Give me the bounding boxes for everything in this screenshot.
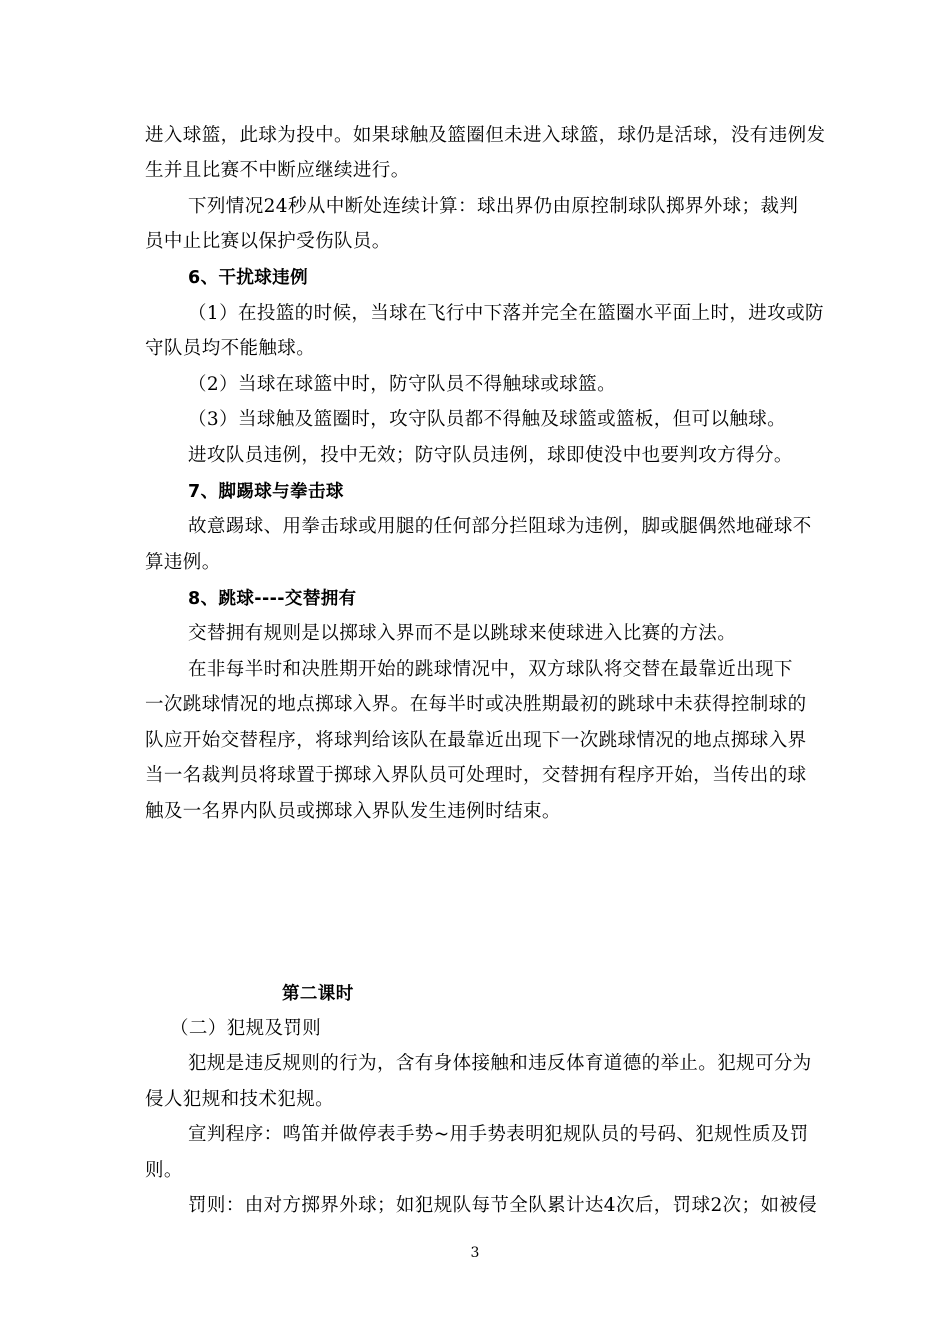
text-line: 宣判程序：鸣笛并做停表手势~用手势表明犯规队员的号码、犯规性质及罚 <box>188 1124 809 1145</box>
text-line: 一次跳球情况的地点掷球入界。在每半时或决胜期最初的跳球中未获得控制球的 <box>145 694 807 715</box>
text-line: 在非每半时和决胜期开始的跳球情况中，双方球队将交替在最靠近出现下 <box>188 659 793 680</box>
text-line: 员中止比赛以保护受伤队员。 <box>145 231 391 252</box>
text-line: 生并且比赛不中断应继续进行。 <box>145 160 410 181</box>
text-line: 则。 <box>145 1160 183 1181</box>
text-line: 故意踢球、用拳击球或用腿的任何部分拦阻球为违例，脚或腿偶然地碰球不 <box>188 516 812 537</box>
section-heading: 8、跳球----交替拥有 <box>188 589 357 609</box>
text-line: 算违例。 <box>145 552 221 573</box>
text-line: 罚则：由对方掷界外球；如犯规队每节全队累计达4次后，罚球2次；如被侵 <box>188 1195 818 1216</box>
text-line: 进攻队员违例，投中无效；防守队员违例，球即使没中也要判攻方得分。 <box>188 445 793 466</box>
section-heading: 6、干扰球违例 <box>188 268 308 288</box>
lesson-heading: 第二课时 <box>282 984 354 1004</box>
text-line: 下列情况24秒从中断处连续计算：球出界仍由原控制球队掷界外球；裁判 <box>188 196 799 217</box>
text-line: （3）当球触及篮圈时，攻守队员都不得触及球篮或篮板，但可以触球。 <box>188 409 787 430</box>
text-line: 当一名裁判员将球置于掷球入界队员可处理时，交替拥有程序开始，当传出的球 <box>145 765 807 786</box>
text-line: 守队员均不能触球。 <box>145 338 316 359</box>
page-number: 3 <box>470 1245 480 1261</box>
section-heading: 7、脚踢球与拳击球 <box>188 482 344 502</box>
text-line: 侵人犯规和技术犯规。 <box>145 1089 335 1110</box>
text-line: （二）犯规及罚则 <box>170 1018 322 1039</box>
text-line: 交替拥有规则是以掷球入界而不是以跳球来使球进入比赛的方法。 <box>188 623 737 644</box>
text-line: 队应开始交替程序，将球判给该队在最靠近出现下一次跳球情况的地点掷球入界 <box>145 730 807 751</box>
text-line: 进入球篮，此球为投中。如果球触及篮圈但未进入球篮，球仍是活球，没有违例发 <box>145 125 826 146</box>
text-line: 触及一名界内队员或掷球入界队发生违例时结束。 <box>145 801 561 822</box>
text-line: （2）当球在球篮中时，防守队员不得触球或球篮。 <box>188 374 616 395</box>
text-line: 犯规是违反规则的行为，含有身体接触和违反体育道德的举止。犯规可分为 <box>188 1053 812 1074</box>
text-line: （1）在投篮的时候，当球在飞行中下落并完全在篮圈水平面上时，进攻或防 <box>188 303 824 324</box>
